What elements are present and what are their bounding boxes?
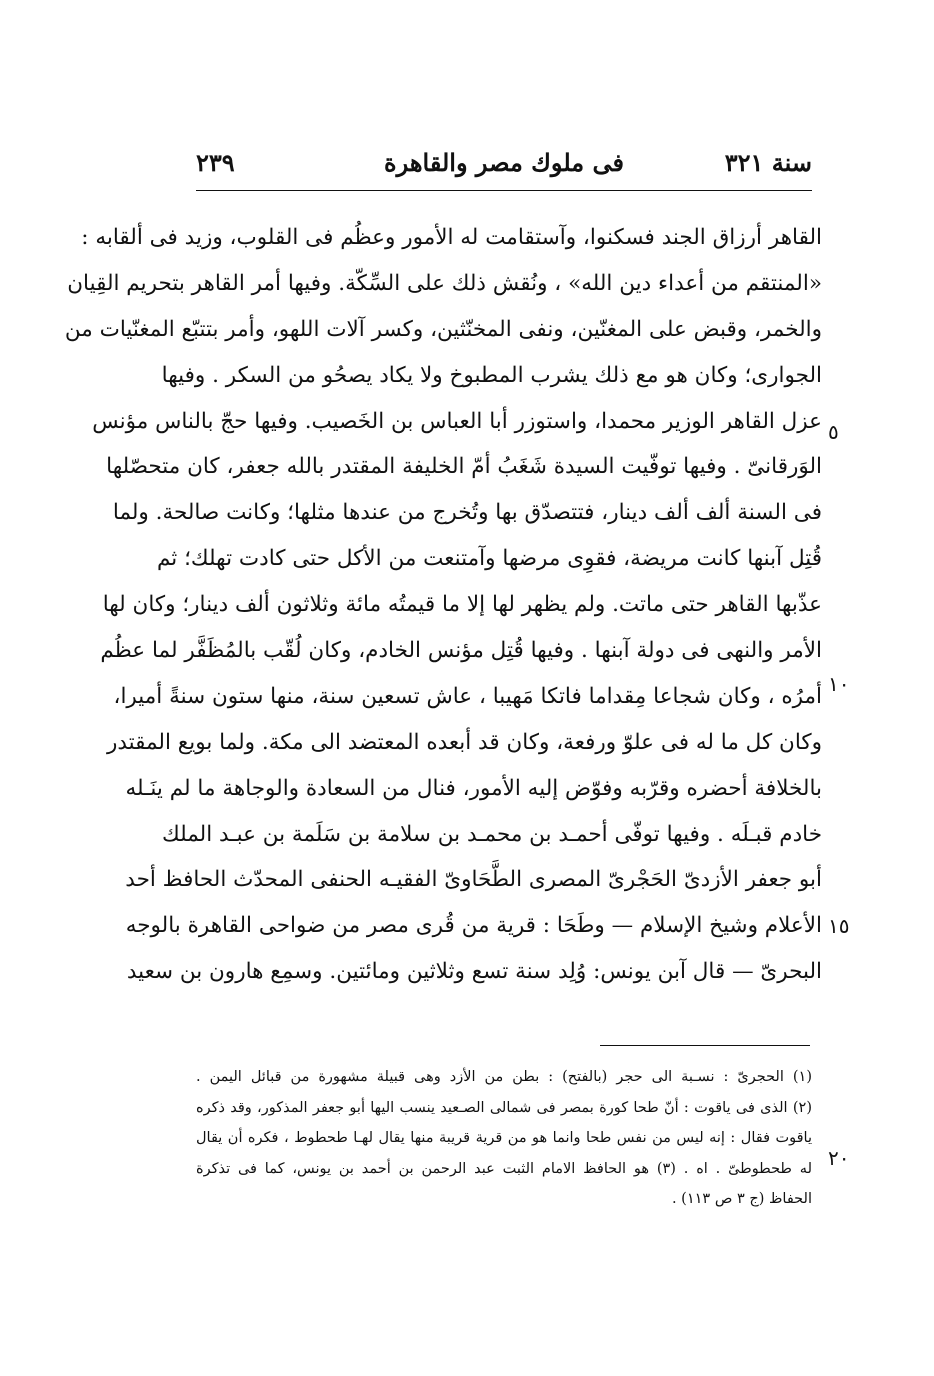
- margin-line-number: ١٥: [828, 914, 850, 938]
- footnote-line: له طحطوطىّ . اه . (٣) هو الحافظ الامام الثبت عبد الرحمن بن أحمد بن يونس، كما فى تذكرة: [196, 1160, 812, 1177]
- text-line: الوَرقانىّ . وفيها توفّيت السيدة شَغَبُ أمّ الخليفة المقتدر بالله جعفر، كان متحصّلها: [106, 454, 822, 480]
- text-line: فى السنة ألف ألف دينار، فتتصدّق بها وتُخرج من عندها مثلها؛ وكانت صالحة. ولما: [112, 500, 822, 526]
- text-line: الأمر والنهى فى دولة آبنها . وفيها قُتِل مؤنس الخادم، وكان لُقّب بالمُظَفَّر لما عظُم: [100, 638, 822, 664]
- margin-line-number: ١٠: [828, 672, 850, 696]
- text-line: البحرىّ — قال آبن يونس: وُلِد سنة تسع وثلاثين ومائتين. وسمِع هارون بن سعيد: [126, 959, 822, 985]
- footnote-rule: [600, 1045, 810, 1046]
- footnotes: [196, 1062, 812, 1215]
- text-line: أبو جعفر الأزدىّ الحَجْرىّ المصرى الطَّحَاوىّ الفقيـه الحنفى المحدّث الحافظ أحد: [125, 867, 822, 893]
- text-line: والخمر، وقبض على المغنّين، ونفى المخنّثين، وكسر آلات اللهو، وأمر بتتبّع المغنّيات من: [64, 316, 822, 342]
- text-line: «المنتقم من أعداء دين الله» ، ونُقش ذلك على السِّكّة. وفيها أمر القاهر بتحريم القِيان: [67, 270, 822, 296]
- text-line: الأعلام وشيخ الإسلام — وطَحَا : قرية من قُرى مصر من ضواحى القاهرة بالوجه: [125, 913, 822, 939]
- footnote-line: الحفاظ (ج ٣ ص ١١٣) .: [671, 1191, 812, 1207]
- footnote-line: (١) الحجرىّ : نسـبة الى حجر (بالفتح) : بطن من الأزد وهى قبيلة مشهورة من قبائل اليمن .: [196, 1069, 812, 1085]
- footnote-line: ياقوت فقال : إنه ليس من نفس طحا وانما هو من قرية قريبة منها يقال لهـا طحطوط ، فكره أن يقال: [196, 1130, 812, 1146]
- text-line: بالخلافة أحضره وقرّبه وفوّض إليه الأمور، فنال من السعادة والوجاهة ما لم ينَـله: [125, 775, 822, 801]
- text-line: أمرُه ، وكان شجاعا مِقداما فاتكا مَهيبا ، عاش تسعين سنة، منها ستون سنةً أميرا،: [113, 683, 822, 709]
- text-line: القاهر أرزاق الجند فسكنوا، وآستقامت له الأمور وعظُم فى القلوب، وزيد فى ألقابه :: [81, 225, 822, 250]
- running-header: [196, 142, 812, 186]
- text-line: الجوارى؛ وكان هو مع ذلك يشرب المطبوخ ولا يكاد يصحُو من السكر . وفيها: [161, 362, 822, 388]
- body-text: [64, 215, 822, 995]
- page-number: ٢٣٩: [196, 148, 235, 177]
- footnote-line: (٢) الذى فى ياقوت : أنّ طحا كورة بمصر فى شمالى الصـعيد ينسب اليها أبو جعفر المذكور، وقد ذكره: [196, 1099, 812, 1116]
- text-line: خادم قبـلَه . وفيها توفّى أحمـد بن محمـد بن سلامة بن سَلَمة بن عبـد الملك: [161, 821, 822, 847]
- header-rule: [196, 190, 812, 191]
- text-line: قُتِل آبنها كانت مريضة، فقوِى مرضها وآمتنعت من الأكل حتى كادت تهلك؛ ثم: [156, 546, 822, 572]
- header-title: فى ملوك مصر والقاهرة: [384, 148, 624, 177]
- margin-line-number: ٢٠: [828, 1146, 850, 1170]
- margin-line-number: ٥: [828, 420, 839, 444]
- header-year: سنة ٣٢١: [724, 148, 812, 177]
- text-line: عذّبها القاهر حتى ماتت. ولم يظهر لها إلا ما قيمتُه مائة وثلاثون ألف دينار؛ وكان لها: [102, 592, 822, 618]
- text-line: عزل القاهر الوزير محمدا، واستوزر أبا العباس بن الخَصيب. وفيها حجّ بالناس مؤنس: [92, 408, 822, 434]
- text-line: وكان كل ما له فى علوّ ورفعة، وكان قد أبعده المعتضد الى مكة. ولما بويع المقتدر: [106, 729, 822, 755]
